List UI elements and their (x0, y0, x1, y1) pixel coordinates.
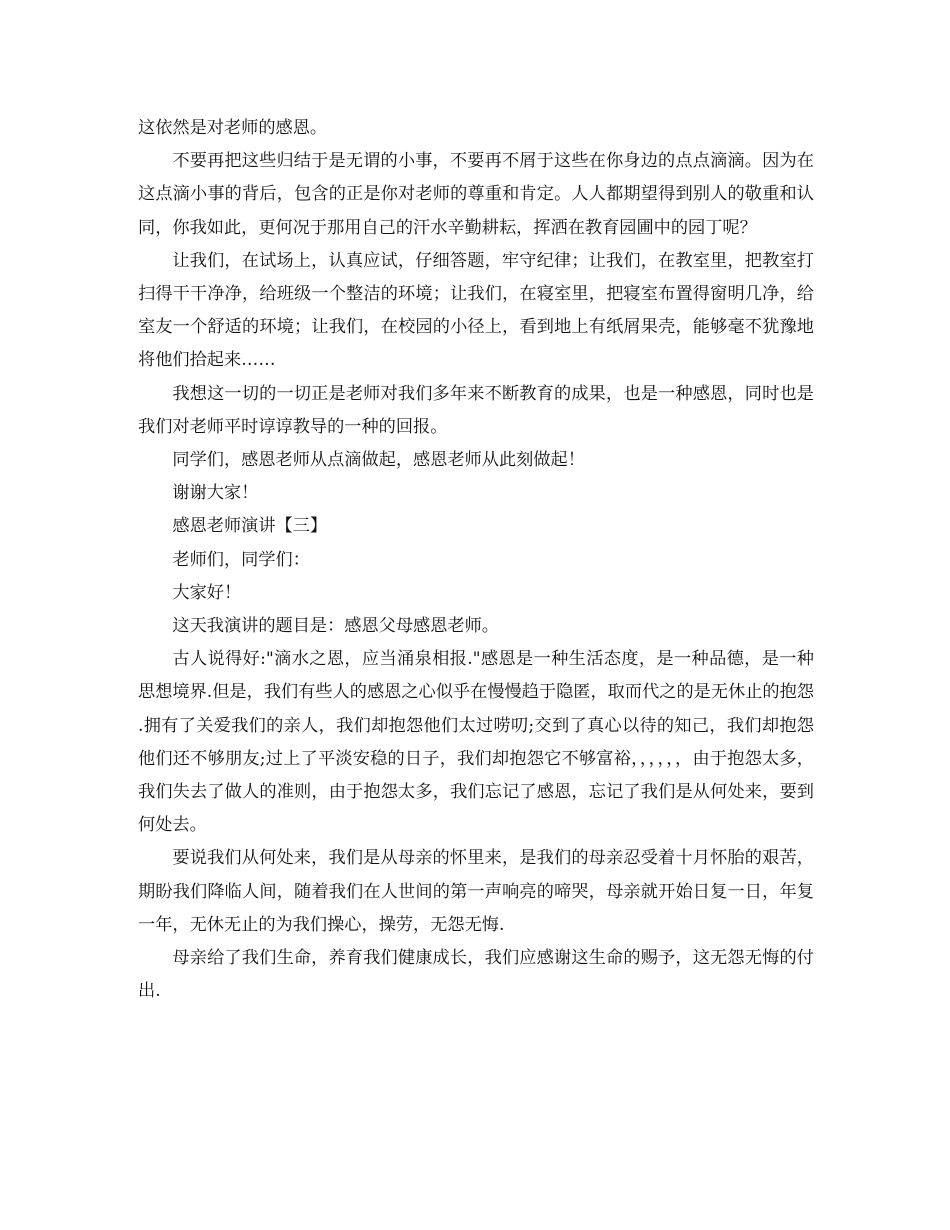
paragraph: 要说我们从何处来，我们是从母亲的怀里来，是我们的母亲忍受着十月怀胎的艰苦，期盼我们降临人间，随着我们在人世间的第一声响亮的啼哭，母亲就开始日复一日，年复一年，无休无止的为我们操心，操劳，无怨无悔. (138, 848, 814, 935)
paragraph: 谢谢大家！ (172, 483, 259, 504)
greeting: 大家好！ (172, 582, 242, 603)
paragraph: 这依然是对老师的感恩。 (138, 118, 328, 138)
paragraph: 古人说得好:"滴水之恩，应当涌泉相报."感恩是一种生活态度，是一种品德，是一种思想境界.但是，我们有些人的感恩之心似乎在慢慢趋于隐匿，取而代之的是无休止的抱怨.拥有了关爱我们的亲人，我们却抱怨他们太过唠叨;交到了真心以待的知己，我们却抱怨他们还不够朋友;过上了平淡安稳的日子，我们却抱怨它不够富裕，，，，，，由于抱怨太多，我们失去了做人的准则，由于抱怨太多，我们忘记了感恩，忘记了我们是从何处来，要到何处去。 (138, 649, 814, 836)
paragraph: 这天我演讲的题目是：感恩父母感恩老师。 (172, 616, 499, 637)
document-page (138, 112, 814, 1008)
salutation: 老师们，同学们： (172, 549, 310, 570)
paragraph: 母亲给了我们生命，养育我们健康成长，我们应感谢这生命的赐予，这无怨无悔的付出. (138, 948, 814, 1002)
paragraph: 让我们，在试场上，认真应试，仔细答题，牢守纪律；让我们，在教室里，把教室打扫得干干净净，给班级一个整洁的环境；让我们，在寝室里，把寝室布置得窗明几净，给室友一个舒适的环境；让我们，在校园的小径上，看到地上有纸屑果壳，能够毫不犹豫地将他们拾起来…… (138, 250, 814, 371)
paragraph: 同学们，感恩老师从点滴做起，感恩老师从此刻做起！ (172, 450, 585, 471)
section-heading: 感恩老师演讲【三】 (172, 516, 328, 537)
paragraph: 我想这一切的一切正是老师对我们多年来不断教育的成果，也是一种感恩，同时也是我们对老师平时谆谆教导的一种的回报。 (138, 383, 814, 437)
paragraph: 不要再把这些归结于是无谓的小事，不要再不屑于这些在你身边的点点滴滴。因为在这点滴小事的背后，包含的正是你对老师的尊重和肯定。人人都期望得到别人的敬重和认同，你我如此，更何况于那用自己的汗水辛勤耕耘，挥洒在教育园圃中的园丁呢？ (138, 151, 814, 238)
